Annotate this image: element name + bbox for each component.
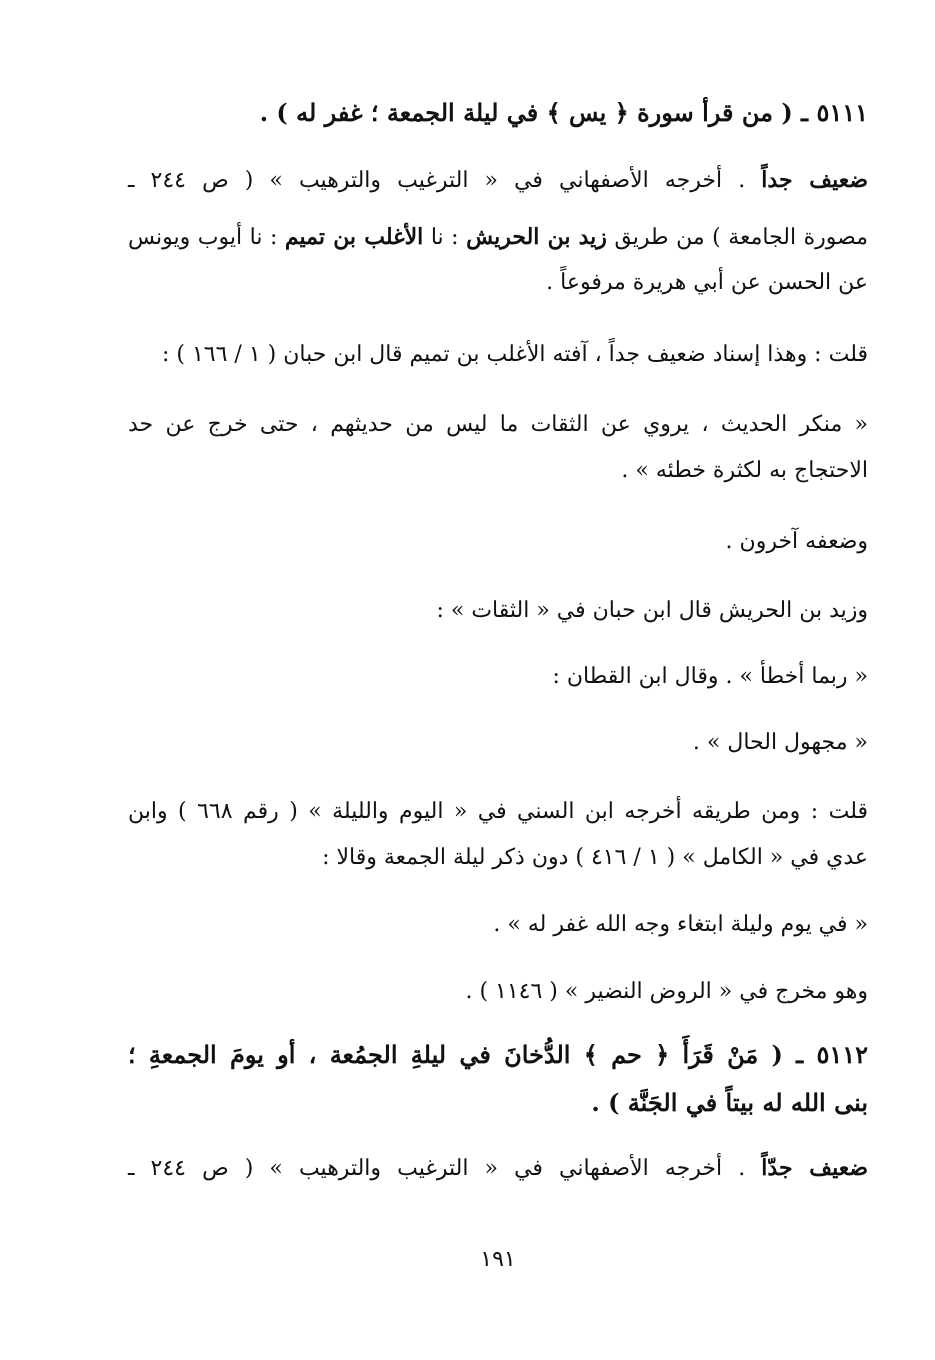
weakened-by-others: وضعفه آخرون . bbox=[725, 529, 868, 554]
chain-text-c: : نا bbox=[430, 225, 459, 250]
book-page bbox=[128, 0, 868, 1360]
source-text: . أخرجه الأصفهاني في « الترغيب والترهيب » ( ص ٢٤٤ ـ bbox=[128, 1156, 746, 1181]
chain-text-a: مصورة الجامعة ) من طريق bbox=[614, 225, 868, 250]
quote-perhaps-erred: « ربما أخطأ » . وقال ابن القطان : bbox=[552, 664, 868, 689]
page-number: ١٩١ bbox=[480, 1247, 516, 1272]
hadith-5111-heading: ٥١١١ ـ ( من قرأ سورة ﴿ يس ﴾ في ليلة الجمعة ؛ غفر له ) . bbox=[259, 98, 868, 127]
hadith-5111-grading-line-3: عن الحسن عن أبي هريرة مرفوعاً . bbox=[546, 270, 868, 295]
rawd-nadir-reference: وهو مخرج في « الروض النضير » ( ١١٤٦ ) . bbox=[465, 979, 868, 1004]
hadith-5112-heading-line-2: بنى الله له بيتاً في الجَنَّة ) . bbox=[591, 1088, 868, 1117]
hadith-5112-grading-line-1 bbox=[128, 1153, 868, 1184]
narrator-name-aghlab: الأغلب بن تميم bbox=[284, 224, 424, 250]
grade-label: ضعيف جدّاً bbox=[761, 1155, 868, 1181]
hadith-5111-grading-line-2 bbox=[128, 222, 868, 253]
quote-ibn-hibban-line-1: « منكر الحديث ، يروي عن الثقات ما ليس من حديثهم ، حتى خرج عن حد bbox=[128, 412, 869, 437]
narrator-name-zayd: زيد بن الحريش bbox=[466, 224, 607, 250]
alternate-wording-quote: « في يوم وليلة ابتغاء وجه الله غفر له » . bbox=[493, 912, 868, 937]
ibn-sunni-line-1: قلت : ومن طريقه أخرجه ابن السني في « اليوم والليلة » ( رقم ٦٦٨ ) وابن bbox=[128, 799, 868, 824]
quote-unknown-status: « مجهول الحال » . bbox=[692, 730, 868, 755]
grade-label: ضعيف جداً bbox=[761, 167, 868, 193]
hadith-5112-heading-line-1: ٥١١٢ ـ ( مَنْ قَرَأَ ﴿ حم ﴾ الدُّخانَ في ليلةِ الجمُعة ، أو يومَ الجمعةِ ؛ bbox=[128, 1040, 868, 1069]
commentary-isnad: قلت : وهذا إسناد ضعيف جداً ، آفته الأغلب بن تميم قال ابن حبان ( ١ / ١٦٦ ) : bbox=[162, 342, 868, 367]
zayd-ibn-hibban-note: وزيد بن الحريش قال ابن حبان في « الثقات » : bbox=[436, 598, 868, 623]
chain-text-e: : نا أيوب ويونس bbox=[128, 225, 278, 250]
quote-ibn-hibban-line-2: الاحتجاج به لكثرة خطئه » . bbox=[621, 458, 868, 483]
source-text: . أخرجه الأصفهاني في « الترغيب والترهيب » ( ص ٢٤٤ ـ bbox=[128, 168, 746, 193]
hadith-5111-grading-line-1 bbox=[128, 165, 868, 196]
ibn-sunni-line-2: عدي في « الكامل » ( ١ / ٤١٦ ) دون ذكر ليلة الجمعة وقالا : bbox=[322, 845, 868, 870]
